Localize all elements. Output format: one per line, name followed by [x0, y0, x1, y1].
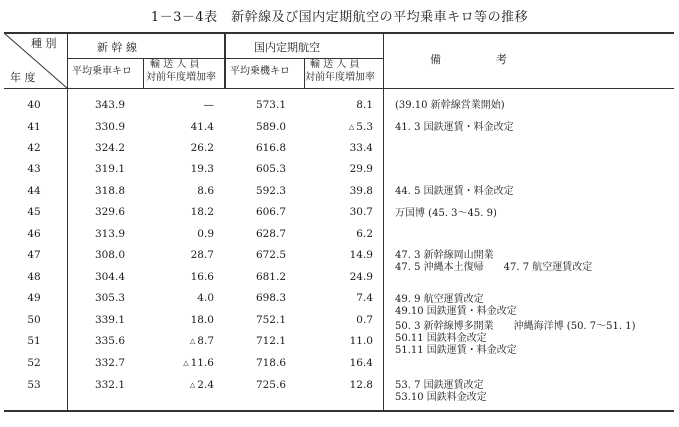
shinkansen-km-cell-value: 332.7: [94, 357, 125, 369]
negative-mark: △: [348, 123, 355, 131]
note: 47. 5 沖縄本土復帰 47. 7 航空運賃改定: [395, 262, 593, 273]
note: 53.10 国鉄料金改定: [395, 392, 487, 403]
note: 47. 3 新幹線岡山開業: [395, 250, 494, 261]
shinkansen-km-cell-value: 335.6: [94, 335, 125, 347]
air-km-cell-value: 725.6: [255, 379, 286, 391]
col-air-rate-header-2: 対前年度増加率: [305, 72, 375, 83]
note: 50.11 国鉄料金改定: [395, 333, 487, 344]
shinkansen-km-cell-value: 329.6: [94, 206, 125, 218]
year-cell-value: 52: [27, 357, 41, 369]
air-rate-cell-value: 39.8: [349, 185, 373, 197]
year-cell-value: 45: [27, 206, 41, 218]
air-rate-cell-value: 5.3: [356, 121, 373, 133]
table-title: 1－3－4表 新幹線及び国内定期航空の平均乗車キロ等の推移: [150, 10, 529, 25]
air-rate-cell-value: 24.9: [349, 271, 373, 283]
shinkansen-rate-cell-value: 26.2: [190, 142, 214, 154]
col-shin-rate-header-1: 輸 送 人 員: [150, 59, 200, 70]
air-km-cell-value: 681.2: [255, 271, 286, 283]
shinkansen-rate-cell-value: 16.6: [190, 271, 214, 283]
air-rate-cell-value: 6.2: [356, 228, 373, 240]
domestic-air-header: 国内定期航空: [254, 41, 320, 54]
shinkansen-km-cell-value: 339.1: [94, 314, 125, 326]
air-km-cell-value: 752.1: [255, 314, 286, 326]
negative-mark: △: [189, 381, 196, 389]
year-label: 年 度: [10, 71, 36, 84]
air-rate-cell-value: 30.7: [349, 206, 373, 218]
year-cell-value: 41: [27, 121, 41, 133]
col-air-rate-header-1: 輸 送 人 員: [310, 59, 360, 70]
air-rate-cell-value: 7.4: [356, 292, 373, 304]
air-km-cell-value: 628.7: [255, 228, 286, 240]
shinkansen-rate-cell-value: 28.7: [190, 249, 214, 261]
air-km-cell-value: 616.8: [255, 142, 286, 154]
air-km-cell-value: 698.3: [255, 292, 286, 304]
shinkansen-km-cell-value: 330.9: [94, 121, 125, 133]
air-rate-cell-value: 29.9: [349, 163, 373, 175]
negative-mark: △: [183, 359, 189, 367]
shinkansen-km-cell-value: 332.1: [94, 379, 125, 391]
air-km-cell-value: 589.0: [255, 121, 286, 133]
note: 49.10 国鉄運賃・料金改定: [395, 306, 517, 317]
year-cell-value: 42: [27, 142, 41, 154]
year-cell-value: 43: [27, 163, 41, 175]
air-rate-cell-value: 14.9: [349, 249, 373, 261]
air-km-cell-value: 606.7: [255, 206, 286, 218]
note: 万国博 (45. 3～45. 9): [395, 208, 497, 219]
shinkansen-rate-cell-value: 2.4: [197, 379, 214, 391]
year-cell-value: 48: [27, 271, 41, 283]
shinkansen-rate-cell-value: 0.9: [197, 228, 214, 240]
air-rate-cell-value: 8.1: [356, 99, 373, 111]
air-km-cell-value: 592.3: [255, 185, 286, 197]
year-cell-value: 53: [27, 379, 41, 391]
note: 50. 3 新幹線博多開業 沖縄海洋博 (50. 7～51. 1): [395, 321, 636, 332]
air-rate-cell-value: 33.4: [349, 142, 373, 154]
shinkansen-rate-cell-value: 11.6: [190, 357, 214, 369]
shinkansen-km-cell-value: 305.3: [94, 292, 125, 304]
shinkansen-km-cell-value: 324.2: [94, 142, 125, 154]
shinkansen-rate-cell-value: 41.4: [190, 121, 214, 133]
air-rate-cell-value: 11.0: [349, 335, 373, 347]
col-shin-km-header: 平均乗車キロ: [72, 66, 132, 77]
shinkansen-rate-cell-value: —: [203, 99, 214, 111]
year-cell-value: 51: [27, 335, 41, 347]
negative-mark: △: [189, 337, 196, 345]
air-km-cell-value: 672.5: [255, 249, 286, 261]
shinkansen-rate-cell-value: 4.0: [197, 292, 214, 304]
note: 53. 7 国鉄運賃改定: [395, 380, 484, 391]
air-km-cell-value: 718.6: [255, 357, 286, 369]
note: 44. 5 国鉄運賃・料金改定: [395, 186, 514, 197]
air-rate-cell-value: 0.7: [356, 314, 373, 326]
shinkansen-km-cell-value: 319.1: [94, 163, 125, 175]
note: 49. 9 航空運賃改定: [395, 294, 484, 305]
shinkansen-km-cell-value: 308.0: [94, 249, 125, 261]
shinkansen-km-cell-value: 304.4: [94, 271, 125, 283]
year-cell-value: 44: [27, 185, 41, 197]
col-air-km-header: 平均乗機キロ: [230, 66, 290, 77]
air-rate-cell-value: 16.4: [349, 357, 373, 369]
shinkansen-km-cell-value: 318.8: [94, 185, 125, 197]
year-cell-value: 47: [27, 249, 41, 261]
remarks-header: 備 考: [430, 53, 507, 66]
note: (39.10 新幹線営業開始): [395, 100, 505, 111]
shinkansen-rate-cell-value: 8.7: [197, 335, 214, 347]
shinkansen-rate-cell-value: 18.2: [190, 206, 214, 218]
shinkansen-rate-cell-value: 8.6: [197, 185, 214, 197]
note: 41. 3 国鉄運賃・料金改定: [395, 122, 514, 133]
shinkansen-km-cell-value: 313.9: [94, 228, 125, 240]
air-km-cell-value: 573.1: [255, 99, 286, 111]
year-cell-value: 49: [27, 292, 41, 304]
shinkansen-rate-cell-value: 18.0: [190, 314, 214, 326]
year-cell-value: 50: [27, 314, 41, 326]
air-km-cell-value: 712.1: [255, 335, 286, 347]
air-rate-cell-value: 12.8: [349, 379, 373, 391]
shinkansen-rate-cell-value: 19.3: [190, 163, 214, 175]
shinkansen-km-cell-value: 343.9: [94, 99, 125, 111]
col-shin-rate-header-2: 対前年度増加率: [146, 72, 216, 83]
shinkansen-header: 新 幹 線: [97, 41, 137, 54]
year-cell-value: 40: [27, 99, 41, 111]
air-km-cell-value: 605.3: [255, 163, 286, 175]
type-label: 種 別: [31, 37, 57, 50]
year-cell-value: 46: [27, 228, 41, 240]
note: 51.11 国鉄運賃・料金改定: [395, 345, 517, 356]
